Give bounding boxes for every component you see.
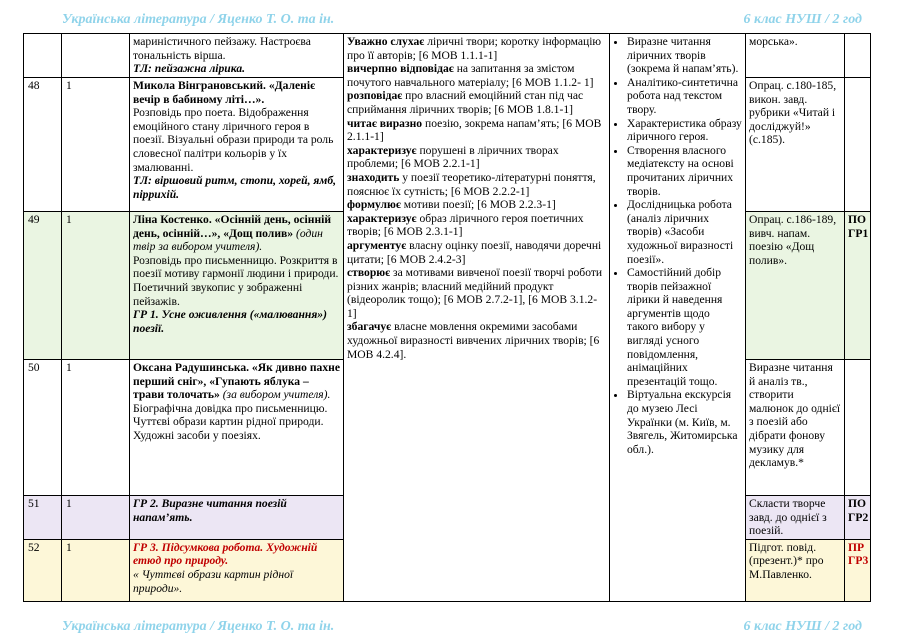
page-header [0, 10, 902, 30]
outcome-verb: збагачує [347, 320, 392, 334]
lesson-homework: Виразне читання й аналіз тв., створити малюнок до однієї з поезій або дібрати фонову музику для декламув.* [746, 360, 845, 496]
activity-item: • Віртуальна екскурсія до музею Лесі Українки (м. Київ, м. Звягель, Житомирська обл.). [627, 388, 742, 456]
outcome-item [347, 171, 606, 198]
lesson-number: 51 [24, 496, 62, 540]
learning-outcomes-cell [344, 34, 610, 602]
lesson-number: 48 [24, 78, 62, 212]
outcome-text: власну оцінку поезії, наводячи доречні цитати; [6 МОВ 2.4.2-3] [347, 238, 602, 266]
outcome-verb: вичерпно відповідає [347, 62, 454, 76]
header-left: Українська література / Яценко Т. О. та ін. [62, 12, 335, 27]
outcome-text: ліричні твори; коротку інформацію про її авторів; [6 МОВ 1.1.1-1] [347, 35, 602, 62]
outcome-item [347, 89, 606, 116]
page-footer [0, 617, 902, 637]
outcome-verb: створює [347, 266, 391, 280]
lesson-plan-table [23, 33, 871, 602]
outcome-text: порушені в ліричних творах проблеми; [6 МОВ 2.2.1-1] [347, 143, 559, 171]
outcome-item [347, 266, 606, 320]
row0-content [130, 34, 344, 78]
activity-item: • Створення власного медіатексту на основі прочитаних ліричних творів. [627, 144, 742, 198]
lesson-homework: Скласти творче завд. до однієї з поезій. [746, 496, 845, 540]
outcome-verb: знаходить [347, 170, 400, 184]
lesson-title: Оксана Радушинська. «Як дивно пахне перший сніг», «Гупають яблука – трави толочать» [133, 361, 340, 402]
activities-cell [610, 34, 746, 602]
lesson-homework: Опрац. с.180-185, викон. завд. рубрики «Читай і досліджуй!» (с.185). [746, 78, 845, 212]
lesson-gr: ГР 3. Підсумкова робота. Художній етюд про природу. [133, 540, 318, 568]
row0-tl: ТЛ: пейзажна лірика. [133, 62, 246, 76]
lesson-topic: « Чуттєві образи картин рідної природи». [133, 567, 294, 595]
lesson-homework: Опрац. с.186-189, вивч. напам. поезію «Дощ полив». [746, 212, 845, 360]
lesson-hours: 1 [62, 496, 130, 540]
lesson-title-note: (за вибором учителя). [222, 388, 331, 402]
lesson-hours: 1 [62, 78, 130, 212]
outcome-text: поезію, зокрема напам’ять; [6 МОВ 2.1.1-1] [347, 116, 602, 144]
activity-item: • Аналітико-синтетична робота над текстом твору. [627, 76, 742, 117]
outcome-item [347, 144, 606, 171]
lesson-hours: 1 [62, 212, 130, 360]
outcome-verb: характеризує [347, 143, 417, 157]
lesson-content [130, 539, 344, 601]
outcome-item [347, 62, 606, 89]
lesson-homework: Підгот. повід. (презент.)* про М.Павленко. [746, 539, 845, 601]
outcome-item [347, 239, 606, 266]
table-row [24, 34, 871, 78]
footer-left: Українська література / Яценко Т. О. та ін. [62, 619, 335, 634]
outcome-item [347, 198, 606, 212]
lesson-hours: 1 [62, 360, 130, 496]
outcome-item [347, 212, 606, 239]
control-badge: ПО ГР2 [845, 496, 871, 540]
lesson-content [130, 212, 344, 360]
activities-list [613, 35, 742, 456]
outcome-text: у поезії теоретико-літературні поняття, пояснює їх сутність; [6 МОВ 2.2.2-1] [347, 170, 596, 198]
lesson-title: Микола Вінграновський. «Даленіє вечір в бабиному літі…». [133, 79, 316, 106]
outcome-verb: аргументує [347, 238, 407, 252]
lesson-number: 52 [24, 539, 62, 601]
lesson-tl: ТЛ: віршовий ритм, стопи, хорей, ямб, піррихій. [133, 174, 337, 201]
outcome-item [347, 35, 606, 62]
outcome-item [347, 117, 606, 144]
lesson-hours: 1 [62, 539, 130, 601]
outcome-text: про власний емоційний стан під час сприймання ліричних творів; [6 МОВ 1.8.1-1] [347, 89, 584, 116]
outcome-text: за мотивами вивченої поезії творчі роботи різних жанрів; власний медійний продукт (відеоролик тощо); [6 МОВ 2.7.2-1], [6 МОВ 3.1.2-1] [347, 266, 603, 320]
outcome-text: образ ліричного героя поетичних творів; [6 МОВ 2.3.1-1] [347, 211, 584, 239]
outcome-verb: формулює [347, 198, 401, 212]
learning-outcomes-list [347, 35, 606, 361]
lesson-content [130, 78, 344, 212]
lesson-number: 49 [24, 212, 62, 360]
outcome-text: мотиви поезії; [6 МОВ 2.2.3-1] [400, 198, 556, 212]
row0-text: мариністичного пейзажу. Настроєва тональність вірша. [133, 35, 311, 62]
outcome-verb: характеризує [347, 211, 417, 225]
row0-homework: морська». [746, 34, 845, 78]
lesson-number: 50 [24, 360, 62, 496]
activity-item: • Виразне читання ліричних творів (зокрема й напам’ять). [627, 35, 742, 76]
activity-item: • Характеристика образу ліричного героя. [627, 117, 742, 144]
header-right: 6 клас НУШ / 2 год [743, 12, 862, 27]
outcome-verb: розповідає [347, 89, 403, 103]
control-badge: ПР ГР3 [845, 539, 871, 601]
lesson-body: Розповідь про письменницю. Розкриття в поезії мотиву гармонії людини і природи. Поетичний звукопис у зображенні пейзажів. [133, 253, 339, 308]
activity-item: • Самостійний добір творів пейзажної лірики й наведення аргументів щодо такого вибору у вигляді усного повідомлення, анімаційних презентацій тощо. [627, 266, 742, 388]
activity-item: • Дослідницька робота (аналіз ліричних творів) «Засоби художньої виразності поезії». [627, 198, 742, 266]
lesson-body: Біографічна довідка про письменницю. Чуттєві образи картин рідної природи. Художні засоби у поезіях. [133, 401, 328, 442]
lesson-content [130, 360, 344, 496]
outcome-item [347, 320, 606, 361]
footer-right: 6 клас НУШ / 2 год [743, 619, 862, 634]
lesson-body: Розповідь про поета. Відображення емоційного стану ліричного героя в поезії. Візуальні образи природи та роль словесної палітри кольорів у їх змалюванні. [133, 106, 334, 174]
control-badge: ПО ГР1 [845, 212, 871, 360]
outcome-text: на запитання за змістом почутого навчального матеріалу; [6 МОВ 1.1.2- 1] [347, 62, 594, 89]
lesson-title: Ліна Костенко. «Осінній день, осінній день, осінній…», «Дощ полив» [133, 213, 332, 240]
lesson-title-note: (один твір за вибором учителя). [133, 226, 323, 254]
lesson-gr: ГР 1. Усне оживлення («малювання») поезії. [133, 308, 327, 335]
lesson-gr: ГР 2. Виразне читання поезій напам’ять. [130, 496, 344, 540]
outcome-verb: Уважно слухає [347, 35, 425, 48]
outcome-verb: читає виразно [347, 116, 423, 130]
outcome-text: власне мовлення окремими засобами художньої виразності вивчених ліричних творів; [6 МОВ 4.2.4]. [347, 320, 600, 361]
